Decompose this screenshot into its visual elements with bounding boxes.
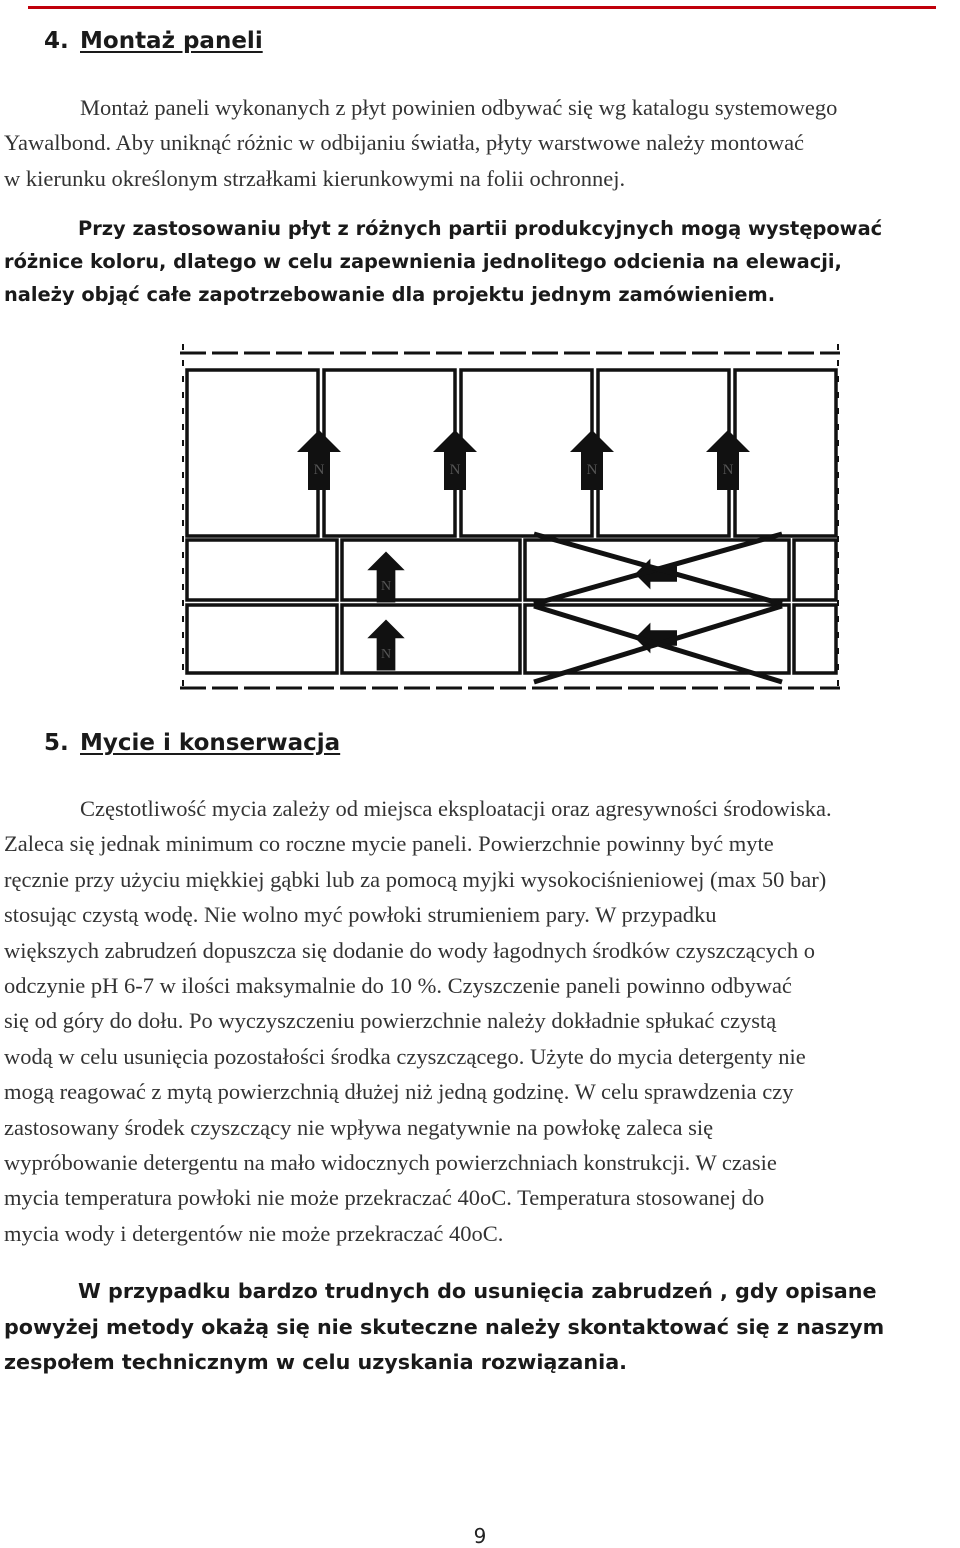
arrow-label: N	[586, 462, 598, 478]
panel	[187, 370, 318, 536]
section-5-title: Mycie i konserwacja	[80, 730, 341, 756]
panel	[598, 370, 729, 536]
up-arrow-icon	[367, 552, 404, 603]
up-arrow-icon	[367, 620, 404, 671]
panel	[342, 605, 520, 673]
section-4-number: 4.	[44, 28, 69, 54]
paragraph-line: zastosowany środek czyszczący nie wpływa negatywnie na powłokę zaleca się	[4, 1114, 714, 1140]
bold-line: Przy zastosowaniu płyt z różnych partii produkcyjnych mogą występować	[78, 217, 883, 240]
paragraph-line: w kierunku określonym strzałkami kierunkowymi na folii ochronnej.	[4, 165, 626, 191]
section-4-paragraph	[4, 90, 960, 196]
paragraph-line: się od góry do dołu. Po wyczyszczeniu powierzchnie należy dokładnie spłukać czystą	[4, 1008, 777, 1034]
section-4-bold-note	[4, 212, 960, 311]
paragraph-line: stosując czystą wodę. Nie wolno myć powłoki strumieniem pary. W przypadku	[4, 902, 717, 928]
up-arrow-icon	[297, 430, 341, 490]
bold-line: zespołem technicznym w celu uzyskania rozwiązania.	[4, 1350, 628, 1374]
arrow-label: N	[380, 579, 392, 594]
section-5-bold-note	[4, 1274, 960, 1381]
panel	[187, 605, 337, 673]
paragraph-line: odczynie pH 6-7 w ilości maksymalnie do 10 %. Czyszczenie paneli powinno odbywać	[4, 973, 792, 999]
paragraph-line: wodą w celu usunięcia pozostałości środka czyszczącego. Użyte do mycia detergenty nie	[4, 1043, 806, 1069]
section-4-title: Montaż paneli	[80, 28, 263, 54]
section-5-number: 5.	[44, 730, 69, 756]
paragraph-line: mogą reagować z mytą powierzchnią dłużej niż jedną godzinę. W celu sprawdzenia czy	[4, 1079, 794, 1105]
up-arrow-icon	[433, 430, 477, 490]
paragraph-line: mycia temperatura powłoki nie może przekraczać 40oC. Temperatura stosowanej do	[4, 1185, 765, 1211]
section-5-heading	[44, 730, 340, 756]
panel	[794, 540, 836, 600]
paragraph-line: Częstotliwość mycia zależy od miejsca eksploatacji oraz agresywności środowiska.	[80, 796, 832, 821]
cross-icon	[534, 606, 782, 682]
paragraph-line: Yawalbond. Aby uniknąć różnic w odbijaniu światła, płyty warstwowe należy montować	[4, 130, 805, 156]
arrow-label: N	[722, 462, 734, 478]
arrow-label: N	[380, 647, 392, 662]
section-4-heading	[44, 28, 263, 54]
panel-orientation-diagram	[176, 342, 844, 704]
panel	[187, 540, 337, 600]
bold-line: należy objąć całe zapotrzebowanie dla projektu jednym zamówieniem.	[4, 283, 776, 306]
panel	[324, 370, 455, 536]
cross-icon	[534, 534, 782, 604]
arrow-label: N	[449, 462, 461, 478]
panel	[794, 605, 836, 673]
up-arrow-icon	[706, 430, 750, 490]
top-rule	[28, 6, 936, 9]
panel	[735, 370, 836, 536]
up-arrow-icon	[570, 430, 614, 490]
section-5-paragraph	[4, 791, 960, 1251]
page-number: 9	[473, 1524, 487, 1548]
paragraph-line: wypróbowanie detergentu na mało widocznych powierzchniach konstrukcji. W czasie	[4, 1150, 777, 1176]
arrow-label: N	[313, 462, 325, 478]
paragraph-line: mycia wody i detergentów nie może przekraczać 40oC.	[4, 1220, 504, 1246]
paragraph-line: Zaleca się jednak minimum co roczne mycie paneli. Powierzchnie powinny być myte	[4, 831, 774, 857]
bold-line: powyżej metody okażą się nie skuteczne należy skontaktować się z naszym	[4, 1314, 885, 1339]
bold-line: różnice koloru, dlatego w celu zapewnienia jednolitego odcienia na elewacji,	[4, 250, 842, 273]
paragraph-line: Montaż paneli wykonanych z płyt powinien odbywać się wg katalogu systemowego	[80, 95, 838, 120]
paragraph-line: większych zabrudzeń dopuszcza się dodanie do wody łagodnych środków czyszczących o	[4, 937, 815, 963]
paragraph-line: ręcznie przy użyciu miękkiej gąbki lub za pomocą myjki wysokociśnieniowej (max 50 bar)	[4, 866, 827, 892]
panel	[461, 370, 592, 536]
bold-line: W przypadku bardzo trudnych do usunięcia zabrudzeń , gdy opisane	[78, 1279, 877, 1303]
